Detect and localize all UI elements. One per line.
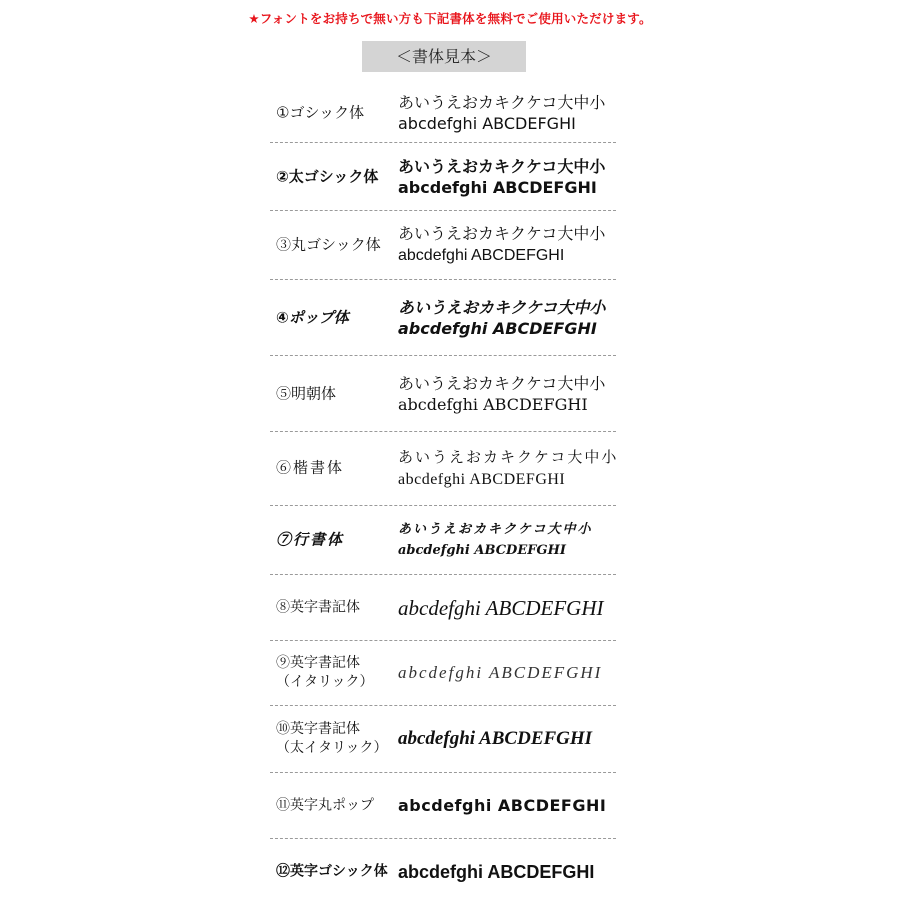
font-label [276,654,373,692]
font-row-round-pop [270,773,616,839]
free-font-notice: ★フォントをお持ちで無い方も下記書体を無料でご使用いただけます。 [248,11,652,26]
font-sample-title: ＜書体見本＞ [362,41,526,72]
sample-japanese: あいうえおカキクケコ大中小 [398,226,606,243]
font-label: ③丸ゴシック体 [276,236,381,254]
font-label: ⑪英字丸ポップ [276,797,374,813]
sample-latin: abcdefghi ABCDEFGHI [398,247,565,264]
font-sample [398,224,605,266]
font-label: ⑥楷書体 [276,460,345,476]
font-label-sub: （太イタリック） [276,740,388,756]
sample-japanese: あいうえおカキクケコ大中小 [398,297,606,317]
font-sample [398,297,605,339]
font-label: ②太ゴシック体 [276,167,379,185]
sample-japanese: あいうえおカキクケコ大中小 [398,449,619,466]
font-sample [398,793,606,819]
sample-japanese: あいうえおカキクケコ大中小 [398,522,593,537]
font-label [276,720,387,758]
font-label: ④ポップ体 [276,308,349,326]
font-sample-list [270,84,619,905]
font-sample [398,156,605,198]
font-label-main: ⑨英字書記体 [276,655,360,671]
font-row-gyosho [270,506,616,575]
font-sample [398,373,605,415]
font-label: ⑦行書体 [276,530,345,549]
sample-latin: abcdefghi ABCDEFGHI [398,543,566,558]
font-label-sub: （イタリック） [276,674,374,690]
font-label: ⑫英字ゴシック体 [276,863,388,880]
font-row-mincho [270,356,616,432]
font-label-main: ⑩英字書記体 [276,721,360,737]
font-row-script-italic [270,641,616,706]
font-label: ⑤明朝体 [276,384,337,402]
font-row-pop [270,280,616,356]
sample-japanese: あいうえおカキクケコ大中小 [398,93,606,112]
font-sample [398,595,604,621]
sample-japanese: あいうえおカキクケコ大中小 [398,373,606,393]
font-row-gothic [270,84,616,143]
font-sample [398,660,602,686]
font-row-script [270,575,616,641]
sample-latin: abcdefghi ABCDEFGHI [398,177,597,197]
sample-latin: abcdefghi ABCDEFGHI [398,318,597,338]
font-sample [398,448,618,490]
sample-latin: abcdefghi ABCDEFGHI [398,595,604,620]
sample-latin: abcdefghi ABCDEFGHI [398,795,607,815]
font-row-round-gothic [270,211,616,280]
sample-latin: abcdefghi ABCDEFGHI [398,862,595,882]
sample-latin: abcdefghi ABCDEFGHI [398,728,593,749]
font-label: ⑧英字書記体 [276,599,360,615]
font-sample [398,92,605,134]
font-row-script-bold-italic [270,706,616,773]
font-sample [398,726,592,752]
font-sample [398,859,594,885]
sample-latin: abcdefghi ABCDEFGHI [398,663,603,682]
font-row-english-gothic [270,839,616,905]
font-row-bold-gothic [270,143,616,211]
font-label: ①ゴシック体 [276,103,365,122]
font-row-kaisho [270,432,619,506]
font-sample [398,519,592,561]
sample-latin: abcdefghi ABCDEFGHI [398,114,576,133]
sample-latin: abcdefghi ABCDEFGHI [398,394,588,414]
sample-latin: abcdefghi ABCDEFGHI [398,470,566,488]
sample-japanese: あいうえおカキクケコ大中小 [398,156,606,176]
